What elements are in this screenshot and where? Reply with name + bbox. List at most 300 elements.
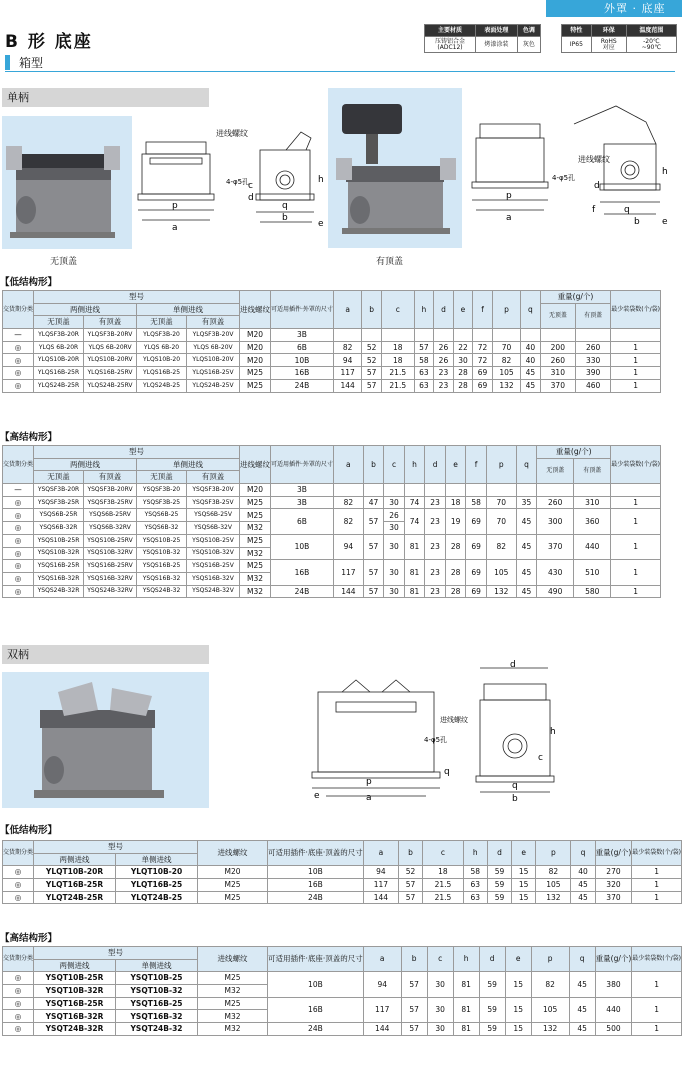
table-cell: 47 bbox=[363, 496, 384, 509]
table-cell: 18 bbox=[423, 866, 464, 879]
dim-label: q bbox=[512, 781, 518, 791]
table-cell bbox=[492, 329, 520, 342]
table-cell: 30 bbox=[384, 534, 405, 559]
col-head: 型号 bbox=[34, 841, 198, 854]
table-cell: YLQT16B-25 bbox=[116, 879, 198, 892]
section-single-handle: 单柄 bbox=[2, 88, 209, 107]
col-head: p bbox=[492, 291, 520, 329]
table-cell: 440 bbox=[595, 997, 632, 1022]
dim-label: p bbox=[366, 777, 372, 787]
single-low-table bbox=[2, 290, 661, 393]
table-cell: YSQT10B-25R bbox=[34, 972, 116, 985]
table-cell: 82 bbox=[333, 509, 363, 534]
table-cell bbox=[516, 484, 537, 497]
col-head: 无顶盖 bbox=[537, 458, 574, 483]
table-cell: 23 bbox=[425, 560, 446, 585]
table-cell bbox=[537, 484, 574, 497]
table-cell bbox=[486, 484, 516, 497]
table-cell: 45 bbox=[569, 972, 595, 997]
col-head: b bbox=[401, 947, 427, 972]
table-row bbox=[3, 341, 661, 354]
table-cell: 69 bbox=[473, 367, 493, 380]
col-head: c bbox=[427, 947, 453, 972]
col-head: 型号 bbox=[34, 446, 240, 459]
table-cell: 26 bbox=[434, 341, 454, 354]
table-cell: M20 bbox=[240, 484, 271, 497]
prop-head: 环保 bbox=[591, 25, 626, 37]
table-cell: 59 bbox=[487, 866, 511, 879]
table-cell: YSQS10B-32RV bbox=[84, 547, 137, 560]
col-head: q bbox=[516, 446, 537, 484]
table-cell: 18 bbox=[445, 496, 466, 509]
table-cell: 22 bbox=[453, 341, 473, 354]
table-cell: 28 bbox=[453, 379, 473, 392]
prop-val: 灰色 bbox=[517, 37, 540, 53]
table-cell: 23 bbox=[425, 534, 446, 559]
table-cell: 18 bbox=[381, 341, 414, 354]
table-cell: YLQS10B-20RV bbox=[84, 354, 137, 367]
col-head: 最少装袋数(个/袋) bbox=[632, 841, 682, 866]
table-row bbox=[3, 379, 661, 392]
table-cell bbox=[414, 329, 434, 342]
table-cell: 1 bbox=[611, 585, 661, 598]
table-cell: M25 bbox=[240, 379, 271, 392]
table-cell: YSQS24B-32RV bbox=[84, 585, 137, 598]
table-row bbox=[3, 484, 661, 497]
table-cell: ◎ bbox=[3, 496, 34, 509]
table-cell: 105 bbox=[536, 879, 571, 892]
dim-label: c bbox=[538, 753, 543, 763]
col-head: q bbox=[521, 291, 541, 329]
table-cell: 15 bbox=[505, 972, 531, 997]
table-cell: 16B bbox=[271, 367, 334, 380]
table-cell: YLQS16B-25 bbox=[137, 367, 187, 380]
dim-label: q bbox=[282, 201, 288, 211]
table-cell: 117 bbox=[333, 367, 361, 380]
table-cell: YSQS16B-32R bbox=[34, 572, 84, 585]
table-cell: M25 bbox=[240, 560, 271, 573]
col-head: q bbox=[569, 947, 595, 972]
table-cell: M25 bbox=[240, 534, 271, 547]
col-head: 有顶盖 bbox=[187, 471, 240, 484]
table-cell: 390 bbox=[575, 367, 610, 380]
table-cell: ◎ bbox=[3, 354, 34, 367]
dim-label: d bbox=[510, 660, 516, 670]
table-cell: YLQS16B-25RV bbox=[84, 367, 137, 380]
table-cell: 1 bbox=[632, 997, 682, 1022]
table-cell: YSQSF3B-25R bbox=[34, 496, 84, 509]
table-cell: YLQS10B-20 bbox=[137, 354, 187, 367]
table-cell: YSQS6B-32RV bbox=[84, 522, 137, 535]
table-cell bbox=[453, 329, 473, 342]
dim-label: e bbox=[314, 791, 320, 801]
table-cell: YSQT10B-32 bbox=[116, 985, 198, 998]
table-cell: 1 bbox=[611, 379, 661, 392]
col-head: 有顶盖 bbox=[574, 458, 611, 483]
table-cell: 69 bbox=[473, 379, 493, 392]
table-cell: 500 bbox=[595, 1023, 632, 1036]
table-cell: 320 bbox=[595, 879, 632, 892]
table-cell: 1 bbox=[611, 367, 661, 380]
col-head: h bbox=[414, 291, 434, 329]
table-cell: 3B bbox=[271, 496, 334, 509]
col-head: 无顶盖 bbox=[137, 471, 187, 484]
table-cell: 69 bbox=[466, 509, 487, 534]
table-cell: M32 bbox=[198, 1010, 268, 1023]
table-cell: 23 bbox=[434, 367, 454, 380]
table-cell: 21.5 bbox=[381, 367, 414, 380]
table-cell: ◎ bbox=[3, 1023, 34, 1036]
table-cell: 260 bbox=[575, 341, 610, 354]
table-cell: 81 bbox=[404, 560, 425, 585]
table-row bbox=[3, 560, 661, 573]
table-cell bbox=[611, 329, 661, 342]
double-high-table bbox=[2, 946, 682, 1036]
table-cell bbox=[362, 329, 382, 342]
table-cell: YSQS16B-25RV bbox=[84, 560, 137, 573]
table-cell: 70 bbox=[492, 341, 520, 354]
table-cell: 105 bbox=[486, 560, 516, 585]
table-cell: YSQS16B-32RV bbox=[84, 572, 137, 585]
table-cell: YSQSF3B-25 bbox=[137, 496, 187, 509]
table-cell: YLQT24B-25R bbox=[34, 891, 116, 904]
col-head: a bbox=[333, 446, 363, 484]
table-cell: 40 bbox=[571, 866, 595, 879]
table-cell: 3B bbox=[271, 484, 334, 497]
table-cell: M25 bbox=[240, 367, 271, 380]
table-cell: 23 bbox=[425, 509, 446, 534]
table-row bbox=[3, 509, 661, 522]
col-head: 重量(g/个) bbox=[537, 446, 611, 459]
col-head: 进线螺纹 bbox=[198, 947, 268, 972]
col-head: e bbox=[453, 291, 473, 329]
table-cell: 260 bbox=[540, 354, 575, 367]
table-cell: 57 bbox=[363, 509, 384, 534]
table-cell: 45 bbox=[516, 560, 537, 585]
col-head: 进线螺纹 bbox=[240, 291, 271, 329]
material-props-table bbox=[424, 24, 541, 53]
col-head: 有顶盖 bbox=[84, 471, 137, 484]
col-head: q bbox=[571, 841, 595, 866]
page-title: B 形 底座 bbox=[5, 32, 93, 52]
prop-val: RoHS 对应 bbox=[591, 37, 626, 53]
table-cell: 330 bbox=[575, 354, 610, 367]
table-cell: 45 bbox=[571, 879, 595, 892]
table-cell: 1 bbox=[632, 1023, 682, 1036]
double-low-table bbox=[2, 840, 682, 904]
table-cell: 63 bbox=[463, 879, 487, 892]
col-head: 进线螺纹 bbox=[240, 446, 271, 484]
table-cell: 19 bbox=[445, 509, 466, 534]
table-cell: YLQS16B-25V bbox=[187, 367, 240, 380]
inlet-label: 进线螺纹 bbox=[440, 716, 468, 724]
col-head: 交货期分类 bbox=[3, 291, 34, 329]
table-cell: 57 bbox=[414, 341, 434, 354]
table-row bbox=[3, 354, 661, 367]
drawing-single-no-lid bbox=[136, 122, 326, 237]
table-cell: 74 bbox=[404, 496, 425, 509]
table-cell: ◎ bbox=[3, 985, 34, 998]
table-cell: YSQS10B-25 bbox=[137, 534, 187, 547]
col-head: a bbox=[363, 841, 398, 866]
category-tag: 外罩 · 底座 bbox=[546, 0, 682, 17]
table-cell: 15 bbox=[505, 1023, 531, 1036]
table-cell: 94 bbox=[363, 866, 398, 879]
col-head: d bbox=[479, 947, 505, 972]
table-cell: M32 bbox=[240, 522, 271, 535]
table-cell: 69 bbox=[466, 560, 487, 585]
prop-head: 表面处理 bbox=[476, 25, 518, 37]
table-cell: YSQS24B-32 bbox=[137, 585, 187, 598]
table-cell: 15 bbox=[512, 866, 536, 879]
table-row bbox=[3, 866, 682, 879]
col-head: 两侧进线 bbox=[34, 303, 137, 316]
dim-label: e bbox=[662, 217, 668, 227]
table-cell: 310 bbox=[574, 496, 611, 509]
table-cell: YLQSF3B-20 bbox=[137, 329, 187, 342]
table-cell: 30 bbox=[384, 560, 405, 585]
table-cell: 57 bbox=[363, 560, 384, 585]
prop-head: 温度范围 bbox=[626, 25, 676, 37]
table-cell: 1 bbox=[611, 560, 661, 585]
table-cell: 40 bbox=[521, 341, 541, 354]
table-cell: ◎ bbox=[3, 997, 34, 1010]
table-cell: 3B bbox=[271, 329, 334, 342]
dim-label: e bbox=[318, 219, 324, 229]
table-cell: 81 bbox=[404, 585, 425, 598]
table-cell: 45 bbox=[571, 891, 595, 904]
col-head: 有顶盖 bbox=[84, 316, 137, 329]
col-head: 最少装袋数(个/袋) bbox=[611, 291, 661, 329]
table-cell: YSQS6B-25 bbox=[137, 509, 187, 522]
table-cell: YLQS 6B-20 bbox=[137, 341, 187, 354]
table-cell: M20 bbox=[240, 354, 271, 367]
hole-label: 4-φ5孔 bbox=[552, 174, 576, 182]
photo-no-lid bbox=[2, 116, 132, 249]
table-cell: 18 bbox=[381, 354, 414, 367]
table-cell: 16B bbox=[271, 560, 334, 585]
table-cell: 144 bbox=[333, 585, 363, 598]
col-head: 重量(g/个) bbox=[540, 291, 611, 304]
table-cell bbox=[404, 484, 425, 497]
table-cell: 132 bbox=[531, 1023, 569, 1036]
table-cell: YSQT16B-25 bbox=[116, 997, 198, 1010]
table-cell: YLQS 6B-20RV bbox=[84, 341, 137, 354]
table-cell: 1 bbox=[611, 534, 661, 559]
table-cell: M25 bbox=[198, 891, 268, 904]
table-cell: 30 bbox=[453, 354, 473, 367]
col-head: 无顶盖 bbox=[34, 471, 84, 484]
col-head: d bbox=[434, 291, 454, 329]
col-head: 单侧进线 bbox=[116, 853, 198, 866]
table-cell: 45 bbox=[516, 585, 537, 598]
table-cell: YSQSF3B-20R bbox=[34, 484, 84, 497]
col-head: 单侧进线 bbox=[137, 303, 240, 316]
table-cell: YSQT10B-32R bbox=[34, 985, 116, 998]
table-cell: YLQT10B-20R bbox=[34, 866, 116, 879]
table-cell: YSQT24B-32 bbox=[116, 1023, 198, 1036]
table-cell: 30 bbox=[384, 496, 405, 509]
table-cell: YLQS24B-25V bbox=[187, 379, 240, 392]
table-cell: YSQT16B-32 bbox=[116, 1010, 198, 1023]
col-head: 最少装袋数(个/袋) bbox=[611, 446, 661, 484]
table-cell bbox=[574, 484, 611, 497]
table-cell: ◎ bbox=[3, 534, 34, 547]
table-cell: 59 bbox=[479, 972, 505, 997]
table-cell: 30 bbox=[384, 585, 405, 598]
dim-label: d bbox=[594, 181, 600, 191]
table-cell: 15 bbox=[512, 879, 536, 892]
table-row bbox=[3, 534, 661, 547]
table-cell: ◎ bbox=[3, 547, 34, 560]
table-cell: 6B bbox=[271, 341, 334, 354]
col-head: 无顶盖 bbox=[137, 316, 187, 329]
table-cell: 300 bbox=[537, 509, 574, 534]
table-cell: 132 bbox=[536, 891, 571, 904]
col-head: 可适用插件·外罩的尺寸 bbox=[271, 291, 334, 329]
table-cell: 58 bbox=[466, 496, 487, 509]
table-cell: M32 bbox=[240, 572, 271, 585]
table-cell: ◎ bbox=[3, 341, 34, 354]
table-cell: YSQT10B-25 bbox=[116, 972, 198, 985]
col-head: 可适用插件·底座·顶盖的尺寸 bbox=[268, 947, 364, 972]
table-cell: YLQS10B-20R bbox=[34, 354, 84, 367]
prop-val: IP65 bbox=[562, 37, 592, 53]
table-cell: 6B bbox=[271, 509, 334, 534]
hole-label: 4-φ5孔 bbox=[226, 178, 250, 186]
table-cell bbox=[540, 329, 575, 342]
prop-head: 特性 bbox=[562, 25, 592, 37]
table-cell: 105 bbox=[531, 997, 569, 1022]
caption-no-lid: 无顶盖 bbox=[50, 257, 78, 267]
table-cell: 28 bbox=[445, 534, 466, 559]
table-cell: YSQS6B-25V bbox=[187, 509, 240, 522]
table-cell: 10B bbox=[271, 534, 334, 559]
table-cell: YSQS16B-25 bbox=[137, 560, 187, 573]
table-cell: YSQS10B-25RV bbox=[84, 534, 137, 547]
table-cell: 380 bbox=[595, 972, 632, 997]
table-cell bbox=[521, 329, 541, 342]
col-head: 单侧进线 bbox=[116, 959, 198, 972]
table-cell: 270 bbox=[595, 866, 632, 879]
table-cell: 82 bbox=[486, 534, 516, 559]
table-cell: 81 bbox=[453, 1023, 479, 1036]
table-cell: 15 bbox=[512, 891, 536, 904]
table-title: 【高结构形】 bbox=[0, 432, 58, 443]
col-head: 两侧进线 bbox=[34, 458, 137, 471]
table-row bbox=[3, 972, 682, 985]
table-cell: 81 bbox=[453, 972, 479, 997]
table-cell: 510 bbox=[574, 560, 611, 585]
table-cell: 1 bbox=[632, 891, 682, 904]
table-cell: YSQS16B-32V bbox=[187, 572, 240, 585]
table-cell: 81 bbox=[404, 534, 425, 559]
table-cell: 21.5 bbox=[423, 891, 464, 904]
table-cell: 82 bbox=[333, 341, 361, 354]
table-cell: ◎ bbox=[3, 560, 34, 573]
table-cell: M32 bbox=[240, 585, 271, 598]
table-row bbox=[3, 496, 661, 509]
table-cell: 360 bbox=[574, 509, 611, 534]
table-cell: YSQS10B-32 bbox=[137, 547, 187, 560]
table-cell: 10B bbox=[268, 972, 364, 997]
table-cell: 59 bbox=[479, 997, 505, 1022]
feature-props-table bbox=[561, 24, 677, 53]
table-cell: 310 bbox=[540, 367, 575, 380]
table-cell: 580 bbox=[574, 585, 611, 598]
col-head: 可适用插件·外罩的尺寸 bbox=[271, 446, 334, 484]
table-cell: 21.5 bbox=[423, 879, 464, 892]
table-cell: 57 bbox=[401, 997, 427, 1022]
table-cell: YLQSF3B-20R bbox=[34, 329, 84, 342]
table-cell: 10B bbox=[268, 866, 364, 879]
table-cell: YSQS10B-25V bbox=[187, 534, 240, 547]
table-cell: — bbox=[3, 329, 34, 342]
single-high-table bbox=[2, 445, 661, 598]
table-cell: 23 bbox=[434, 379, 454, 392]
table-cell: 30 bbox=[427, 997, 453, 1022]
table-cell: YLQS 6B-20R bbox=[34, 341, 84, 354]
col-head: h bbox=[404, 446, 425, 484]
table-cell: 72 bbox=[473, 354, 493, 367]
table-cell: 370 bbox=[540, 379, 575, 392]
inlet-label: 进线螺纹 bbox=[216, 129, 248, 138]
col-head: 重量(g/个) bbox=[595, 947, 632, 972]
table-cell: 70 bbox=[486, 509, 516, 534]
col-head: 有顶盖 bbox=[187, 316, 240, 329]
table-cell: YLQS24B-25 bbox=[137, 379, 187, 392]
col-head: a bbox=[363, 947, 401, 972]
table-cell: M25 bbox=[198, 879, 268, 892]
table-cell: 57 bbox=[362, 367, 382, 380]
section-double-handle: 双柄 bbox=[2, 645, 209, 664]
table-cell: YSQS16B-25V bbox=[187, 560, 240, 573]
table-title: 【高结构形】 bbox=[0, 933, 58, 944]
table-cell: 69 bbox=[466, 585, 487, 598]
hole-label: 4-φ5孔 bbox=[424, 736, 448, 744]
table-cell: M32 bbox=[240, 547, 271, 560]
table-cell: 58 bbox=[463, 866, 487, 879]
table-cell: ◎ bbox=[3, 972, 34, 985]
table-cell: YSQS10B-25R bbox=[34, 534, 84, 547]
table-cell: 490 bbox=[537, 585, 574, 598]
table-cell: 57 bbox=[362, 379, 382, 392]
col-head: p bbox=[531, 947, 569, 972]
table-cell: 16B bbox=[268, 997, 364, 1022]
col-head: b bbox=[362, 291, 382, 329]
dim-label: q bbox=[444, 767, 450, 777]
prop-val: 烤漆涂装 bbox=[476, 37, 518, 53]
table-cell: 30 bbox=[384, 522, 405, 535]
col-head: 单侧进线 bbox=[137, 458, 240, 471]
table-cell: 440 bbox=[574, 534, 611, 559]
table-cell: 63 bbox=[463, 891, 487, 904]
table-cell: YLQS24B-25RV bbox=[84, 379, 137, 392]
table-cell bbox=[381, 329, 414, 342]
table-cell: YSQT16B-32R bbox=[34, 1010, 116, 1023]
table-cell: 63 bbox=[414, 367, 434, 380]
table-cell: 24B bbox=[271, 585, 334, 598]
table-cell: YLQT16B-25R bbox=[34, 879, 116, 892]
table-cell bbox=[434, 329, 454, 342]
table-cell: 16B bbox=[268, 879, 364, 892]
table-cell: 58 bbox=[414, 354, 434, 367]
prop-val: 压铸铝合金 (ADC12) bbox=[425, 37, 476, 53]
table-cell: 59 bbox=[487, 891, 511, 904]
dim-label: q bbox=[624, 205, 630, 215]
photo-with-lid bbox=[328, 88, 462, 248]
table-cell: 132 bbox=[486, 585, 516, 598]
